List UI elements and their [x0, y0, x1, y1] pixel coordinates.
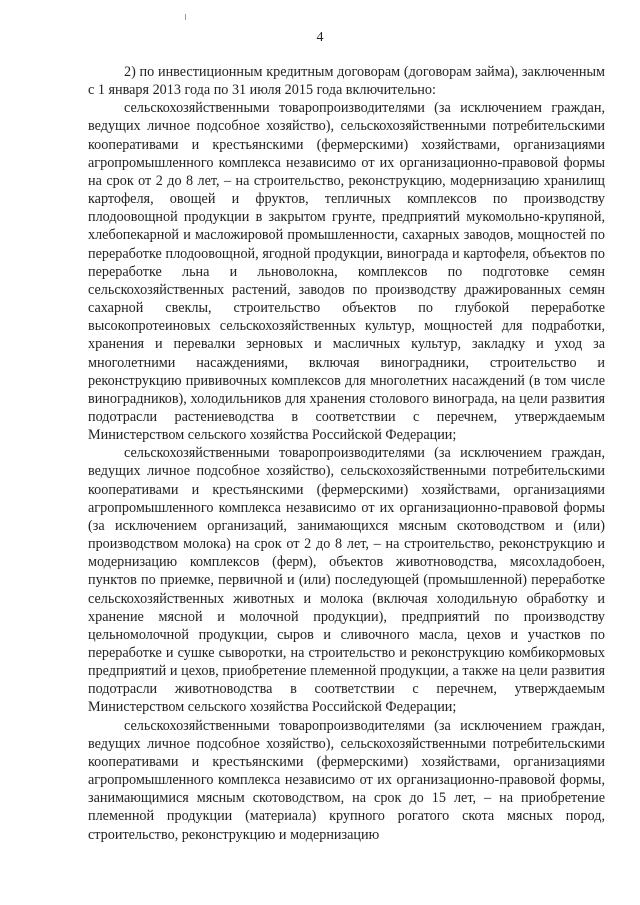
document-body: [88, 63, 605, 844]
paragraph-beef-cattle: сельскохозяйственными товаропроизводителями (за исключением граждан, ведущих личное подсобное хозяйство), сельскохозяйственными потребительскими кооперативами и крестьянскими (фермерскими) хозяйствами, организациями агропромышленного комплекса независимо от их организационно-правовой формы, занимающимися мясным скотоводством, на срок до 15 лет, – на приобретение племенной продукции (материала) крупного рогатого скота мясных пород, строительство, реконструкцию и модернизацию: [88, 717, 605, 843]
paragraph-investment-loans: 2) по инвестиционным кредитным договорам (договорам займа), заключенным с 1 января 2013 года по 31 июля 2015 года включительно:: [88, 64, 605, 99]
page-number: 4: [316, 30, 324, 45]
scan-mark: [185, 14, 186, 20]
paragraph-crop-production: сельскохозяйственными товаропроизводителями (за исключением граждан, ведущих личное подсобное хозяйство), сельскохозяйственными потребительскими кооперативами и крестьянскими (фермерскими) хозяйствами, организациями агропромышленного комплекса независимо от их организационно-правовой формы на срок от 2 до 8 лет, – на строительство, реконструкцию, модернизацию хранилищ картофеля, овощей и фруктов, тепличных комплексов по производству плодоовощной продукции в закрытом грунте, предприятий мукомольно-крупяной, хлебопекарной и масложировой промышленности, сахарных заводов, мощностей по переработке плодоовощной, ягодной продукции, винограда и картофеля, объектов по переработке льна и льноволокна, комплексов по подготовке семян сельскохозяйственных растений, заводов по производству дражированных семян сахарной свеклы, строительство объектов по глубокой переработке высокопротеиновых сельскохозяйственных культур, мощностей для подработки, хранения и перевалки зерновых и масличных культур, закладку и уход за многолетними насаждениями, включая виноградники, строительство и реконструкцию прививочных комплексов для многолетних насаждений (в том числе виноградников), холодильников для хранения столового винограда, на цели развития подотрасли растениеводства в соответствии с перечнем, утверждаемым Министерством сельского хозяйства Российской Федерации;: [88, 100, 605, 444]
paragraph-livestock: сельскохозяйственными товаропроизводителями (за исключением граждан, ведущих личное подсобное хозяйство), сельскохозяйственными потребительскими кооперативами и крестьянскими (фермерскими) хозяйствами, организациями агропромышленного комплекса независимо от их организационно-правовой формы (за исключением организаций, занимающихся мясным скотоводством и (или) производством молока) на срок от 2 до 8 лет, – на строительство, реконструкцию и модернизацию комплексов (ферм), объектов животноводства, мясохладобоен, пунктов по приемке, первичной и (или) последующей (промышленной) переработке сельскохозяйственных животных и молока (включая холодильную обработку и хранение мясной и молочной продукции), предприятий по производству цельномолочной продукции, сыров и сливочного масла, цехов и участков по переработке и сушке сыворотки, на строительство и реконструкцию комбикормовых предприятий и цехов, приобретение племенной продукции, а также на цели развития подотрасли животноводства в соответствии с перечнем, утверждаемым Министерством сельского хозяйства Российской Федерации;: [88, 445, 605, 716]
